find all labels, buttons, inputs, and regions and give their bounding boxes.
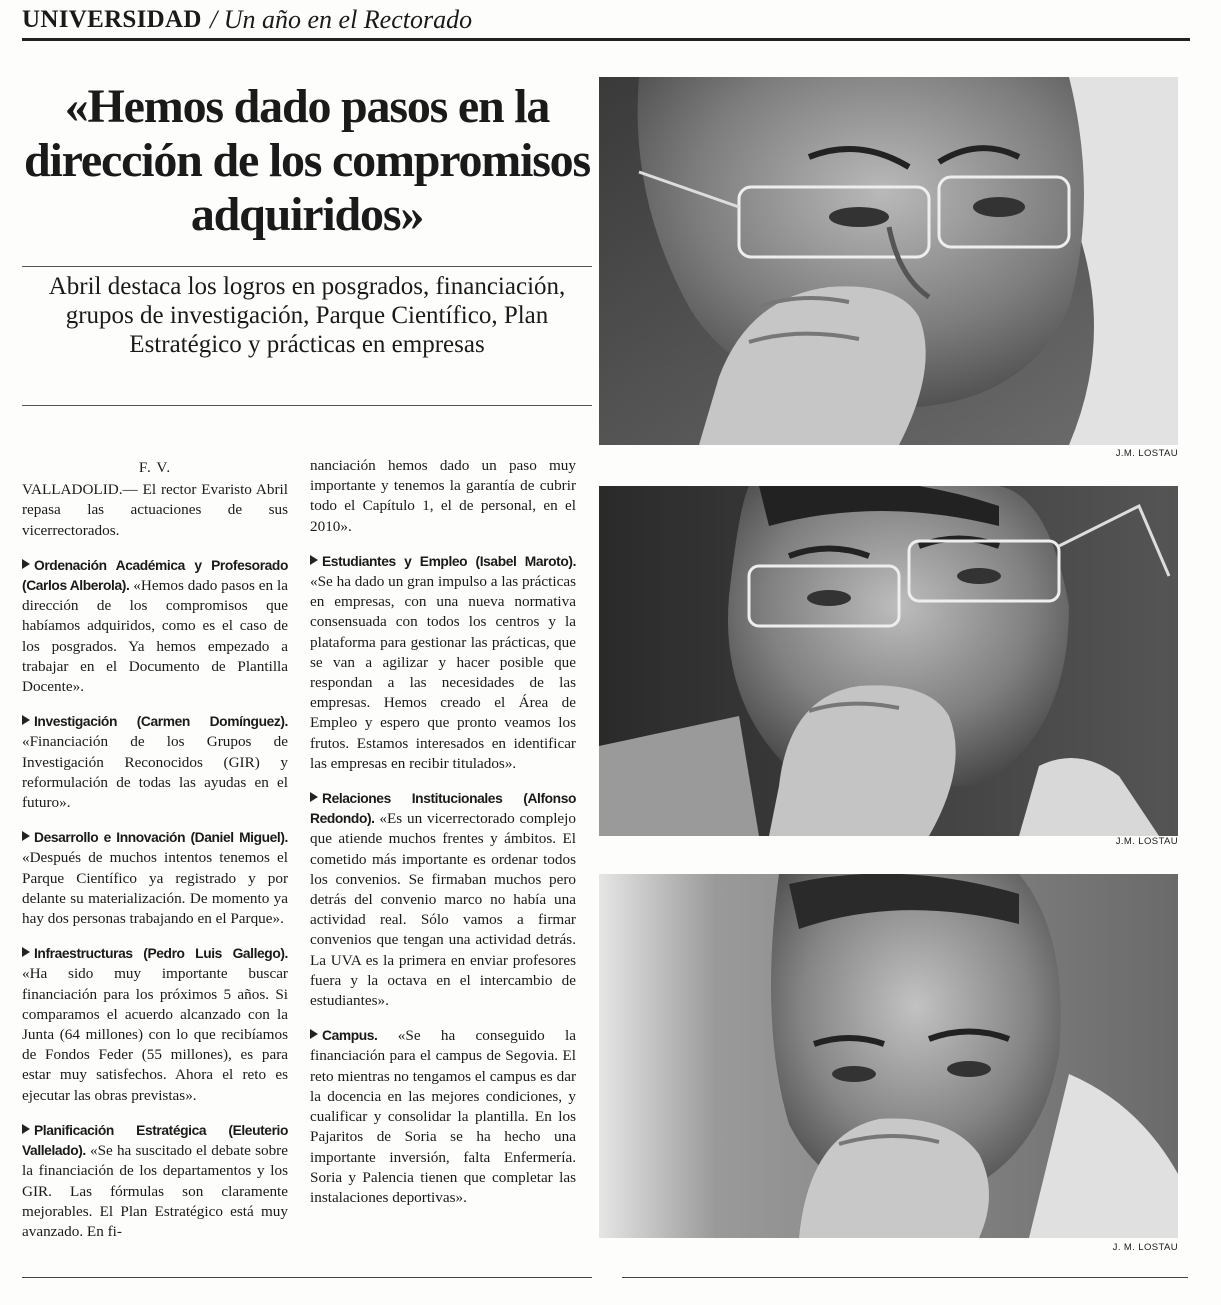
bullet-triangle-icon: [310, 555, 318, 565]
headline-divider: [22, 266, 592, 267]
item-text: «Después de muchos intentos tenemos el Parque Científico ya registrado y por delante su materialización. De momento ya hay dos personas trabajando en el Parque».: [22, 849, 288, 928]
portrait-illustration: [599, 486, 1178, 836]
bullet-triangle-icon: [22, 715, 30, 725]
bullet-triangle-icon: [22, 831, 30, 841]
portrait-photo-2: [599, 486, 1178, 836]
article-column-1: [22, 458, 288, 1257]
item-heading: Estudiantes y Empleo (Isabel Maroto).: [322, 553, 576, 569]
item-text: «Financiación de los Grupos de Investigación Reconocidos (GIR) y reformulación de todas las ayudas en el futuro».: [22, 733, 288, 812]
item-heading: Planificación Estratégica (Eleuterio Vallelado).: [22, 1122, 288, 1159]
bullet-triangle-icon: [22, 1124, 30, 1134]
item-paragraph: [310, 1026, 576, 1208]
item-heading: Relaciones Institucionales (Alfonso Redondo).: [310, 791, 576, 827]
footer-divider: [22, 1277, 592, 1278]
bullet-triangle-icon: [22, 559, 30, 569]
bullet-triangle-icon: [22, 947, 30, 957]
lead-paragraph: VALLADOLID.— El rector Evaristo Abril repasa las actuaciones de sus vicerrectorados.: [22, 481, 288, 539]
item-heading: Investigación (Carmen Domínguez).: [34, 714, 288, 730]
item-text: «Es un vicerrectorado complejo que atiende muchos frentes y ámbitos. El cometido más importante es ordenar todos los convenios. Se firmaban muchos pero detrás del convenio marco no había una actividad real. Sólo vamos a firmar convenios que tengan una actividad detrás. La UVA es la primera en enviar profesores fuera y la octava en el intercambio de estudiantes».: [310, 810, 576, 1010]
bullet-triangle-icon: [310, 1029, 318, 1039]
item-heading: Desarrollo e Innovación (Daniel Miguel).: [34, 830, 288, 846]
bullet-triangle-icon: [310, 792, 318, 802]
section-subtitle: / Un año en el Rectorado: [210, 5, 473, 34]
item-text: «Se ha conseguido la financiación para el campus de Segovia. El reto mientras no tengamos el campus es dar la docencia en las mejores condiciones, y cualificar y consolidar la plantilla. En los Pajaritos de Soria se ha hecho una importante inversión, falta Enfermería. Soria y Palencia tienen que completar las instalaciones deportivas».: [310, 1027, 576, 1206]
subheadline: Abril destaca los logros en posgrados, financiación, grupos de investigación, Parque Científico, Plan Estratégico y prácticas en empresas: [48, 273, 566, 358]
item-paragraph: [22, 944, 288, 1106]
photo-credit: J.M. LOSTAU: [1115, 448, 1178, 459]
item-paragraph: [22, 556, 288, 697]
portrait-photo-3: [599, 874, 1178, 1238]
footer-divider: [622, 1277, 1188, 1278]
item-text: «Se ha suscitado el debate sobre la financiación de los departamentos y los GIR. Las fórmulas son claramente mejorables. El Plan Estratégico está muy avanzado. En fi-: [22, 1142, 288, 1240]
byline: F. V.: [138, 459, 172, 476]
item-paragraph: [310, 552, 576, 774]
item-text: «Se ha dado un gran impulso a las prácticas en empresas, con una nueva normativa consensuada con todos los centros y la plataforma para gestionar las prácticas, que se van a agilizar y hacer posible que respondan a las necesidades de las empresas. Hemos creado el Área de Empleo y espero que pronto veamos los frutos. Estamos interesados en identificar las empresas en recibir titulados».: [310, 573, 576, 772]
item-heading: Ordenación Académica y Profesorado (Carlos Alberola).: [22, 557, 288, 594]
subhead-divider: [22, 405, 592, 406]
section-header: [22, 2, 1190, 41]
item-heading: Infraestructuras (Pedro Luis Gallego).: [34, 946, 288, 962]
item-paragraph: [22, 828, 288, 929]
item-paragraph: [22, 1121, 288, 1242]
section-name: UNIVERSIDAD: [22, 6, 202, 33]
article-column-2: [310, 456, 576, 1223]
continuation-paragraph: nanciación hemos dado un paso muy importante y tenemos la garantía de cubrir todo el Capítulo 1, el de personal, en el 2010».: [310, 457, 576, 535]
item-text: «Hemos dado pasos en la dirección de los compromisos que habíamos adquiridos, como es el caso de los posgrados. Ya hemos empezado a trabajar en el Documento de Plantilla Docente».: [22, 577, 288, 696]
headline: «Hemos dado pasos en la dirección de los compromisos adquiridos»: [24, 80, 590, 241]
photo-credit: J. M. LOSTAU: [1112, 1242, 1178, 1253]
item-paragraph: [22, 712, 288, 813]
item-heading: Campus.: [322, 1028, 378, 1044]
portrait-illustration: [599, 874, 1178, 1238]
portrait-photo-1: [599, 77, 1178, 445]
photo-credit: J.M. LOSTAU: [1115, 836, 1178, 847]
item-paragraph: [310, 789, 576, 1011]
portrait-illustration: [599, 77, 1178, 445]
item-text: «Ha sido muy importante buscar financiación para los próximos 5 años. Si comparamos el acuerdo alcanzado con la Junta (64 millones) con lo que recibíamos de Fondos Feder (55 millones), es para estar muy satisfechos. Ahora el reto es ejecutar las obras previstas».: [22, 965, 288, 1104]
